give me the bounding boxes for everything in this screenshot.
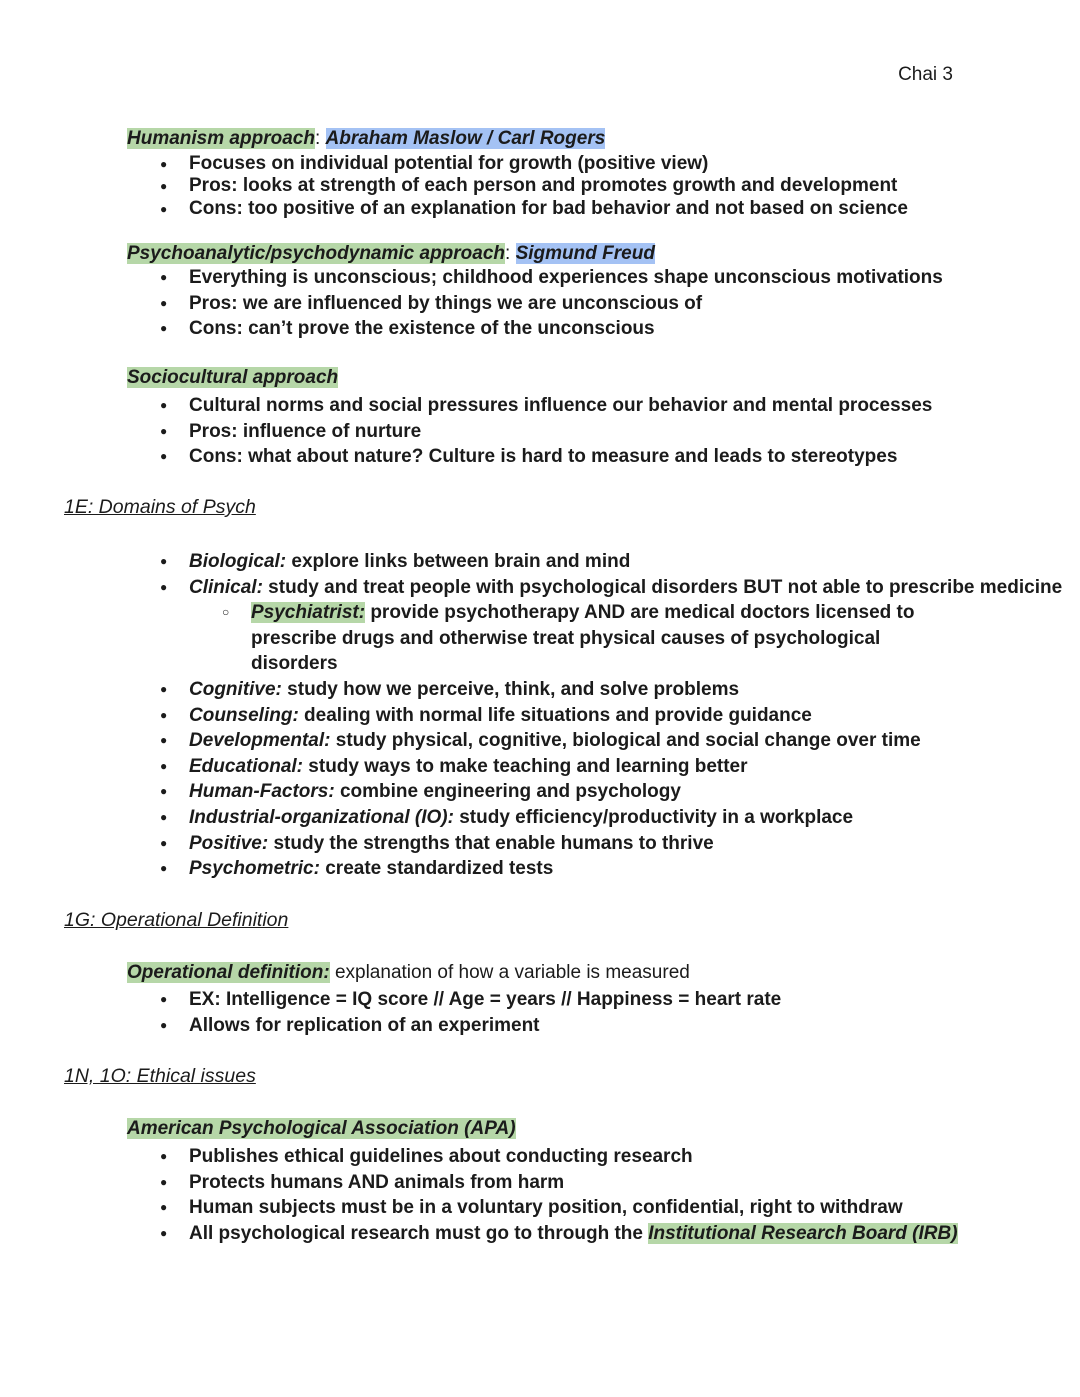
list-item: ● Publishes ethical guidelines about conducting research	[127, 1144, 1069, 1170]
domain-emphasis: normal life situations	[419, 704, 611, 726]
domains-list	[127, 549, 1069, 882]
psychoanalytic-list	[127, 265, 1069, 342]
domain-desc: study physical, cognitive, biological and social change over time	[330, 730, 921, 752]
page-header: Chai 3	[898, 64, 953, 85]
domain-human-factors	[127, 779, 1069, 805]
domain-desc: not able to prescribe medicine	[782, 576, 1063, 598]
list-item: ● Pros: we are influenced by things we are unconscious of	[127, 291, 1069, 317]
item-text: animals from harm	[388, 1171, 565, 1193]
psychoanalytic-colon: :	[505, 243, 511, 264]
list-item: ● Focuses on individual potential for growth (positive view)	[127, 153, 1069, 175]
domain-term: Human-Factors:	[189, 781, 335, 803]
humanism-colon: :	[314, 128, 321, 149]
domain-desc: study efficiency/productivity in a workplace	[453, 806, 854, 828]
irb-term: Institutional Research Board (IRB)	[648, 1222, 958, 1244]
list-item: ● Human subjects must be in a voluntary position, confidential, right to withdraw	[127, 1195, 1069, 1221]
list-item: ● Everything is unconscious; childhood experiences shape unconscious motivations	[127, 265, 1069, 291]
domain-term: Psychiatrist:	[251, 602, 366, 624]
domain-desc: study the strengths that enable humans to thrive	[268, 832, 714, 854]
domain-term: Biological:	[189, 551, 287, 572]
apa-title: American Psychological Association (APA)	[127, 1118, 516, 1139]
domain-desc: are medical doctors licensed to prescribe drugs and otherwise treat physical causes of psychological disorders	[251, 602, 915, 675]
list-item: ● EX: Intelligence = IQ score // Age = years // Happiness = heart rate	[127, 987, 1069, 1013]
item-emphasis: AND	[347, 1171, 389, 1193]
domain-counseling	[127, 703, 1069, 729]
list-item: ● Cons: what about nature? Culture is hard to measure and leads to stereotypes	[127, 444, 1069, 470]
domain-psychiatrist	[189, 600, 951, 677]
list-item	[127, 1221, 1069, 1247]
humanism-list	[127, 153, 1069, 220]
domain-desc: combine engineering and psychology	[334, 781, 681, 803]
humanism-title: Humanism approach	[127, 128, 315, 149]
operational-list	[127, 987, 1069, 1038]
sociocultural-title: Sociocultural approach	[127, 367, 339, 388]
domain-term: Industrial-organizational (IO):	[189, 806, 454, 828]
operational-desc: explanation of how a variable is measured	[329, 962, 690, 983]
domain-biological	[127, 549, 1069, 575]
domain-desc: dealing with	[298, 704, 420, 726]
domain-emphasis: AND	[583, 602, 626, 624]
domain-psychometric	[127, 856, 1069, 882]
domains-heading: 1E: Domains of Psych	[64, 496, 256, 518]
apa-heading	[127, 1118, 516, 1140]
domain-clinical	[127, 575, 1069, 677]
domain-term: Cognitive:	[189, 678, 282, 700]
list-item: ● Allows for replication of an experiment	[127, 1013, 1069, 1039]
list-item: ● Pros: influence of nurture	[127, 419, 1069, 445]
domain-positive	[127, 831, 1069, 857]
operational-term: Operational definition:	[127, 962, 330, 983]
operational-definition	[127, 962, 690, 984]
domain-term: Counseling:	[189, 704, 299, 726]
domain-term: Positive:	[189, 832, 269, 854]
domain-term: Psychometric:	[189, 858, 320, 880]
psychoanalytic-title: Psychoanalytic/psychodynamic approach	[127, 243, 506, 264]
domain-term: Developmental:	[189, 730, 331, 752]
domain-desc: and provide guidance	[610, 704, 812, 726]
ethics-list	[127, 1144, 1069, 1246]
humanism-people: Abraham Maslow / Carl Rogers	[325, 128, 606, 149]
list-item: ● Cons: can’t prove the existence of the unconscious	[127, 316, 1069, 342]
list-item: ● Cons: too positive of an explanation for bad behavior and not based on science	[127, 198, 1069, 220]
domain-desc: study ways to make teaching and learning better	[303, 755, 748, 777]
item-text: All psychological research must go to through the	[189, 1222, 649, 1244]
domain-desc: create standardized tests	[319, 858, 554, 880]
humanism-heading	[127, 128, 605, 150]
domain-io	[127, 805, 1069, 831]
domain-term: Educational:	[189, 755, 304, 777]
psychoanalytic-heading	[127, 243, 655, 265]
domain-educational	[127, 754, 1069, 780]
domain-desc: study how we perceive, think, and solve problems	[281, 678, 740, 700]
psychoanalytic-people: Sigmund Freud	[515, 243, 655, 264]
sociocultural-list	[127, 393, 1069, 470]
item-text: Protects humans	[189, 1171, 348, 1193]
domain-term: Clinical:	[189, 576, 263, 598]
domain-developmental	[127, 728, 1069, 754]
domain-desc: explore links between brain and mind	[286, 551, 631, 572]
domain-desc: provide psychotherapy	[365, 602, 584, 624]
ethics-heading: 1N, 1O: Ethical issues	[64, 1065, 256, 1087]
list-item: ● Cultural norms and social pressures influence our behavior and mental processes	[127, 393, 1069, 419]
clinical-sublist	[189, 600, 1069, 677]
operational-heading: 1G: Operational Definition	[64, 909, 289, 931]
domain-cognitive	[127, 677, 1069, 703]
domain-desc: study and treat people with psychological disorders	[262, 576, 744, 598]
sociocultural-heading	[127, 367, 338, 389]
domain-emphasis: BUT	[743, 576, 783, 598]
list-item	[127, 1170, 1069, 1196]
list-item: ● Pros: looks at strength of each person and promotes growth and development	[127, 175, 1069, 197]
